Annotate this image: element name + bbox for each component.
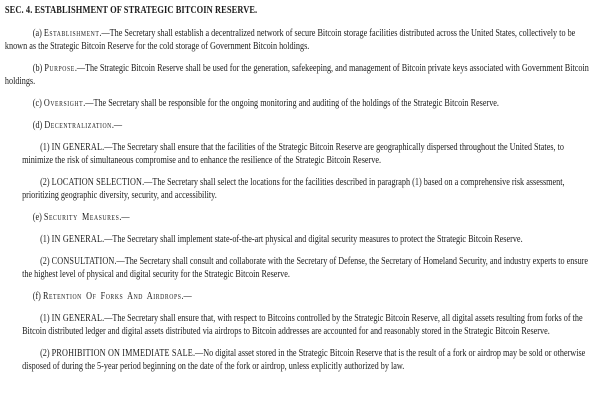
heading-separator: .— [119,212,130,223]
clause-label: (a) [32,28,42,39]
clause-heading: Security Measures [43,212,120,223]
heading-separator: .— [102,142,113,153]
section-title: SEC. 4. ESTABLISHMENT OF STRATEGIC BITCOIN RESERVE. [4,5,258,16]
clause-text: The Secretary shall consult and collaborate with the Secretary of Defense, the Secretary of Homeland Security, and industry experts to ensure the highest level of physical and digital security for the Strategic Bitcoin Reserve. [22,256,589,280]
clause-heading: Establishment [43,28,100,39]
clause-text: The Secretary shall ensure that, with respect to Bitcoins controlled by the Strategic Bitcoin Reserve, all digital assets resulting from forks of the Bitcoin distributed ledger and digital assets distributed via airdrops to Bitcoin addresses are accounted for and reasonably stored in the Strategic Bitcoin Reserve. [22,313,583,337]
clause-text: The Secretary shall select the locations for the facilities described in paragraph (1) based on a comprehensive risk assessment, prioritizing geographic diversity, security, and accessibility. [22,177,565,201]
clause-heading: IN GENERAL [51,142,103,153]
clause-heading: IN GENERAL [51,234,103,245]
subsection-c [5,97,589,110]
heading-separator: .— [83,98,94,109]
subsection-a [5,27,589,53]
heading-separator: .— [102,313,113,324]
clause-label: (d) [32,120,43,131]
clause-text: The Secretary shall implement state-of-the-art physical and digital security measures to protect the Strategic Bitcoin Reserve. [112,234,523,245]
paragraph-e-1 [22,233,589,246]
clause-heading: Decentralization [44,120,112,131]
subsection-e [5,211,589,224]
clause-label: (1) [40,142,50,153]
clause-text: The Secretary shall establish a decentralized network of secure Bitcoin storage facilities distributed across the United States, collectively to be known as the Strategic Bitcoin Reserve for the cold storage of Government Bitcoin holdings. [4,28,576,52]
heading-separator: .— [114,256,125,267]
clause-label: (1) [40,313,50,324]
heading-separator: .— [111,120,123,131]
clause-heading: LOCATION SELECTION [51,177,143,188]
subsection-b [5,62,589,88]
clause-label: (2) [40,256,50,267]
paragraph-e-2 [22,255,589,281]
clause-label: (2) [40,348,50,359]
clause-text: The Secretary shall ensure that the facilities of the Strategic Bitcoin Reserve are geographically dispersed throughout the United States, to minimize the risk of simultaneous compromise and to enhance the resilience of the Strategic Bitcoin Reserve. [22,142,564,166]
subsection-f [5,290,589,303]
clause-label: (f) [32,291,41,302]
clause-label: (b) [32,63,43,74]
clause-heading: PROHIBITION ON IMMEDIATE SALE [51,348,193,359]
heading-separator: .— [142,177,153,188]
heading-separator: .— [74,63,86,74]
clause-label: (2) [40,177,50,188]
heading-separator: .— [192,348,204,359]
clause-label: (c) [32,98,42,109]
clause-heading: Oversight [43,98,84,109]
clause-heading: CONSULTATION [51,256,115,267]
clause-heading: IN GENERAL [51,313,103,324]
heading-separator: .— [99,28,110,39]
paragraph-d-1 [22,141,589,167]
clause-heading: Retention Of Forks And Airdrops [42,291,182,302]
clause-heading: Purpose [44,63,75,74]
subsection-d [5,119,589,132]
clause-text: No digital asset stored in the Strategic Bitcoin Reserve that is the result of a fork or airdrop may be sold or otherwise disposed of during the 5-year period beginning on the date of the fork or airdrop, unless explicitly authorized by law. [22,348,586,372]
heading-separator: .— [102,234,113,245]
clause-label: (e) [32,212,42,223]
paragraph-f-2 [22,347,589,373]
paragraph-d-2 [22,176,589,202]
paragraph-f-1 [22,312,589,338]
clause-label: (1) [40,234,50,245]
heading-separator: .— [181,291,192,302]
clause-text: The Strategic Bitcoin Reserve shall be used for the generation, safekeeping, and management of Bitcoin private keys associated with Government Bitcoin holdings. [4,63,589,87]
clause-text: The Secretary shall be responsible for the ongoing monitoring and auditing of the holdings of the Strategic Bitcoin Reserve. [93,98,499,109]
